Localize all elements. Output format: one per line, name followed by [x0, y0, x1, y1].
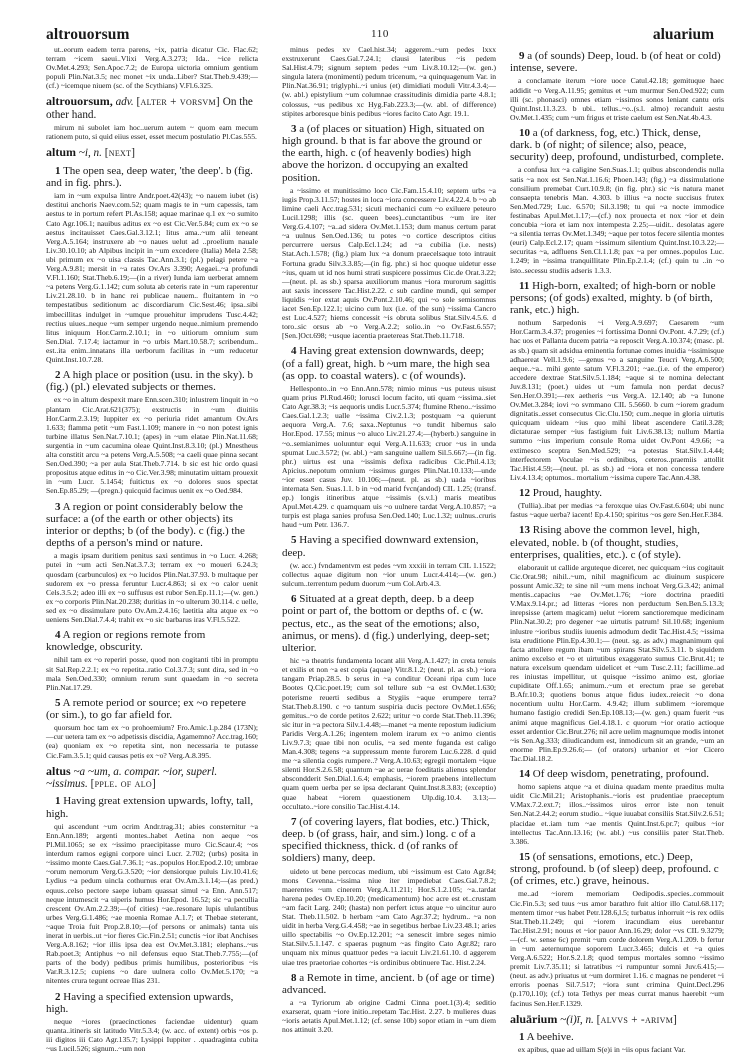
sense-number: 11 — [519, 279, 530, 292]
sense-definition — [46, 165, 258, 189]
entry-headword — [510, 1013, 724, 1026]
citations: a magis ipsam duritiem penitus saxi sentimus in ~o Lucr. 4.268; putei in ~um acti Sen.Nat.3.7.3; terram ex ~o moueri 6.24.3; quosdam (carbunculos) ex ~o lucidos Plin.Nat.37.93. b multaque per sudorem ex ~o pressa feruntur Lucr.4.863; si ex ~o calor uenit Cels.3.5.2; adeo illi ex ~o suffusus est rubor Sen.Ep.11.1;—(w. gen.) ex ~o corporis Plin.Nat.20.238; duritias in ~o ulterum 30.114. c uelle, sed ex ~o dissimulare puto Ov.Am.2.4.16; laetitia alta atque ex ~o ueniens Sen.Dial.7.4.4; trahit ex ~o sic barbarus iras V.Fl.5.522. — [46, 551, 258, 624]
sense-definition — [46, 697, 258, 721]
sense-number: 6 — [291, 593, 297, 606]
sense-definition — [510, 127, 724, 164]
citations: nothum Sarpedonis ~i Verg.A.9.697; Caesarem ~um Hor.Carm.3.4.37; progenies ~i fortissima Donni Ov.Pont. 4.7.29; (cf.) hac uos et Pallanta ducem patria ~a reposcit Verg.A.10.374; (masc. pl. as sb.) quam sit adsidua eminentia fortunae comes inuidia ~issimisque adhaereat Vell.1.9.6; —genus ~o a sanguine Teucri Verg.A.6.500; aeque..~a.. mihi gente satum V.Fl.3.201; ~ae..(i.e. of the emperor) accedere dextrae Stat.Silv.5.1.184; ~aque si te nomina delectant Juv.8.131; (poet.) uides ut ~um famula non perdat decus? Sen.Her.O.391;—rex aetheris ~us Verg.A. 12.140; ab ~a Iunone Ov.Met.3.284; iovi ~o svmmano CIL 5.5660. b cum ~iorem gradum dignitatis..esset consecutus Cic.Clu.150; cum..neque in gloria uirtutis quicquam uideam ~ius quo mihi libeat ascendere Catil.3.28; dictaturae semper ~ius fastigium fuit Liv.6.38.13; nullum Martia summo ~ius imperium consule Roma uidet Ov.Pont 4.9.66; ~a extimesco sceptra Sen.Med.529; ~a potestas Stat.Silv.1.4.44; interfectorem Voculae ~is ordinibus, ceteros..praemiis attollit Tac.Hist.4.59;—(neut. pl. as sb.) ad ~iora et non concessa tendere Liv.4.13.4; optumos.. mortalium ~issima cupere Tac.Ann.4.38. — [510, 318, 724, 482]
sense-number: 2 — [55, 369, 61, 382]
running-head — [46, 26, 714, 46]
page-number: 110 — [371, 28, 389, 40]
sense-definition — [282, 972, 496, 996]
citations: nihil tam ex ~o reperiri posse, quod non cogitanti tibi in promptu sit Sal.Rep.2.2.1; ex ~o repetita..ratio Col.3.7.3; sunt dira, sed in ~o mala Sen.Oed.330; omnium rerum sunt quaedam in ~o secreta Plin.Nat.17.29. — [46, 655, 258, 692]
sense-text: Having a specified extension upwards, high. — [46, 990, 234, 1015]
sense-text: A region or point considerably below the surface: a (of the earth or other objects) its interior or depths; b (of the body). c (fig.) the depths of a person's mind or nature. — [46, 500, 245, 550]
left-guide-word: altrouorsum — [46, 26, 130, 43]
sense-number: 1 — [519, 1031, 525, 1044]
sense-definition — [282, 816, 496, 865]
sense-number: 5 — [55, 696, 61, 709]
sense-number: 1 — [55, 164, 61, 177]
sense-number: 2 — [55, 990, 61, 1003]
sense-definition — [510, 851, 724, 888]
citations: iam in ~um expulsa lintre Andr.poet.42(43); ~o nauem iubet (is) destitui anchoris Naev.com.52; quam magis te in ~um capessis, tam aestus te in portum refert Pl.As.158; aquae marinae q.1 ex ~o sumito Cato Agr.106.1; nauibus aditus ex ~o est Cic.Ver.5.84; cum ex ~o se aestus incitauisset Caes.Gal.3.12.1; litus ama..~um alii teneant Verg.A.5.164; instruxere ab ~o naues uelut ad ..proelium nauale Liv.30.10.10; ab Alpibus incipit in ~um excedere (Italia) Mela 2.58; ubi primum ex ~o uisa classis Tac.Ann.3.1; (pl.) pelagi petere ~a Verg.A.9.81; mersit in ~a rates Ov.Ars 3.390; Aegaei..~a profundi V.Fl.1.160; Stat.Theb.6.19;—(in a river) Iunda iam uerberat amnem ~a petens Verg.G.1.142; cum soluta ab ceteris rate in ~um raperentur Liv.21.28.10. b in hanc rei publicae nauem.. fluitantem in ~o tempestatibus seditionum ac discordiarum Cic.Sest.46; ipsa..sibi imbecillitas indulget in ~umque prouehitur imprudens Tusc.4.42; rectius uiues..neque ~um semper urgendo neque..nimium premendo litus iniquum Hor.Carm.2.10.1; in ~o uitiorum omnium sum Sen.Dial. 7.17.4; iactamur in ~o urbis Mart.10.58.7; scribendum.. est..ita enim..innatans illa uerborum facilitas in ~um reducetur Quint.Inst.10.7.28. — [46, 191, 258, 364]
citations: neque ~iores (praecinctiones faciendae uidentur) quam quanta..itineris sit latitudo Vitr.5.3.4; (w. acc. of extent) orbis ~os p. iii digitos iii Cato Agr.135.7; Lysippi Iuppiter . .quadraginta cubita ~us Lucil.526; signum..~um non — [46, 1016, 258, 1054]
definition: On the other hand. — [46, 96, 253, 121]
sense-text: A region or regions remote from knowledge, obscurity. — [46, 629, 206, 654]
sense-text: a (of places or situation) High, situated on high ground. b that is far above the ground or the earth, high. c (of heavenly bodies) high above the horizon. d occupying an exalted position. — [282, 122, 485, 184]
sense-definition — [46, 629, 258, 653]
sense-definition — [510, 524, 724, 561]
sense-definition — [282, 123, 496, 184]
sense-number: 14 — [519, 767, 530, 780]
sense-number: 12 — [519, 486, 530, 499]
sense-text: Situated at a great depth, deep. b a deep point or part of, the bottom or depths of. c (w. pectus, etc., as the seat of the emotions; also, animus, or mens). d (fig.) underlying, deep-set; ulterior. — [282, 593, 490, 654]
etymology: [alvvs + -arivm] — [596, 1013, 678, 1026]
sense-text: a (of sounds) Deep, loud. b (of heat or cold) intense, severe. — [510, 50, 721, 75]
sense-text: a Remote in time, ancient. b (of age or time) advanced. — [282, 971, 495, 996]
citations: a conclamate iterum ~iore uoce Catul.42.18; gemituque haec addidit ~o Verg.A.11.95; gemitus et ~um murmur Sen.Oed.922; cum illi (sc. phonasci) omnes etiam ~issimos sonos leniant cantu oris Quint.Inst.11.3.23. b ubi.. tellus..~o..(s.l. almo) recanduit aestu Ov.Met.1.435; cum ~um frigus et triste caelum est Sen.Nat.4b.4.3. — [510, 76, 724, 122]
sense-definition — [282, 593, 496, 654]
citations: homo sapiens atque ~a et diuina quadam mente praeditus multa uidit Cic.Mil.21; Aristophanis..~ioris est prudentiae praeceptum V.Max.7.2.ext.7; illos..~issimos uiros error iste non tenuit Sen.Nat.2.44.2; eorum studio.. ~ique iuuabat consiliis Stat.Silv.2.6.51; placidae et..iam tum ~ae mentis Quint.Inst.6.pr.7; quibus ~ior intellectus Tac.Ann.13.16; (w. abl.) ~us consiliis pater Stat.Theb. 3.386. — [510, 782, 724, 846]
sense-definition — [510, 50, 724, 74]
citations: quorsum hoc tam ex ~o prohoemium? Fro.Amic.1.p.284 (173N);—cur uetera tam ex ~o adpetissis discidia, Agamemno? Acc.trag.160; (ea) quoniam ex ~o repetita sint, non necessaria te putasse Cic.Fam.3.5.1; quid causas petis ex ~o? Verg.A.8.395. — [46, 723, 258, 760]
citations: Hellesponto..in ~o Enn.Ann.578; nimio minus ~us puteus uisust quam prius Pl.Rud.460; lorusci locum facito, uti quam ~issima..siet Cato Agr.38.3; ~is aequoris undis Lucr.5.374; flumine Rheno..~issimo Caes.Gal.1.2.3; ualle ~issima Civ.2.1.3; postquam ~a quierunt aequora Verg.A. 7.6; saxa..Neptunus ~o tundit hibernus salo Hor.Epod. 17.55; minus ~o aluco Liv.21.27.4;—(hyberb.) sanguine in ~o..semianimes uoluuntur equi Verg.A.11.633; cruor ~us in unda spumat Luc.3.572; (w. abl.) ~am sanguine uallem Sil.5.667;—(in fig. phr.) uirtus est una ~issimis defixa radicibus Cic.Phil.4.13; Apicius..nepotum omnium ~issimus gurges Plin.Nat.10.133;—unde ~ior esset casus Juv. 10.106;—(neut. pl. as sb.) uada ~ioribus internata Sen. Suas.1.1. b in ~od marid fvcn(andod) CIL 1.25; (transf. ep.) longis itineribus atque ~issimis (s.v.l.) maris meatibus Apul.Met.4.29. c quamquam uis ~o uulnere tardat Verg.A.10.857; ~a turpis est plaga sanies profusa Sen.Oed.140; Luc.1.32; uulnus..cruris haud ~um Petr. 136.7. — [282, 383, 496, 530]
sense-text: Of deep wisdom, penetrating, profound. — [532, 767, 710, 780]
grammar-info: ~(i)ī, n. — [560, 1013, 594, 1026]
sense-text: a (of darkness, fog, etc.) Thick, dense, dark. b (of night; of silence; also, peace, security) deep, profound, undisturbed, complete. — [510, 126, 724, 164]
sense-number: 7 — [291, 815, 297, 828]
sense-text: A remote period or source; ex ~o repetere (or sim.), to go far afield for. — [46, 696, 247, 722]
sense-definition — [510, 280, 724, 317]
sense-text: (of covering layers, flat bodies, etc.) Thick, deep. b (of grass, hair, and sim.) long. c of a specified thickness, thick. d (of ranks of soldiers) many, deep. — [282, 815, 490, 865]
etymology: [next] — [104, 147, 136, 160]
citations: hic ~a theatris fundamenta locant alii Verg.A.1.427; in creta tenuis et exilis et non ~a est copia (aquae) Vitr.8.1.2; (neut. pl. as sb.) ~iora tangam Priap.28.5. b serus in ~a conditur Oceani ripa cum luce Bootes Q.Cic.poet.19; cum sol tellure sub ~a est Ov.Met.1.630; poterisme reuerti sedibus a Stygiis ~aque erumpere terra? Stat.Theb.8.190. c ~o tantum suspiria ducis pectore Ov.Met.1.656; gemitus..~o de corde petitos 2.622; uritur ~o corde Stat.Theb.11.396; sic itur in ~a pectora Silv.1.4.48;—manet ~a mente repostum iudicium Paridis Verg.A.1.26; ingentem molem irarum ex ~o animo cientis Liv.9.7.3; quae tibi non oculis, ~a sed mente fuganda est caligo Man.4.308; tegens ~a suppressum mente furorem Luc.6.228. d quid me ~a silentia cogis rumpere..? Verg.A.10.63; egregii mortalem ~ique silenti Hor.S.2.6.58; quantum ~ae ac uerae foeditatis alienus splendor abscondderit Sen.Dial.1.6.4; emphasis, ~iorem praebens intellectum quam quem uerba per se ipsa declarant Quint.Inst.8.3.83; (exceptio) quae habeat ~iorem quaestionem Ulp.dig.10.4. 3.13;—occultato..~iore consilio Tac.Hist.4.14. — [282, 656, 496, 811]
column-right — [510, 45, 724, 1059]
entry-headword — [46, 765, 258, 791]
sense-definition — [46, 369, 258, 393]
sense-definition — [46, 501, 258, 550]
sense-number: 4 — [55, 629, 61, 642]
sense-number: 4 — [291, 345, 297, 358]
headword-lemma: aluārium — [510, 1011, 558, 1026]
sense-text: The open sea, deep water, 'the deep'. b (fig. and in fig. phrs.). — [46, 164, 253, 190]
sense-text: Having great extension upwards, lofty, tall, high. — [46, 795, 254, 820]
sense-number: 1 — [55, 795, 61, 808]
citations: a ~a Tyriorum ab origine Cadmi Cinna poet.1(3).4; seditio exarserat, quam ~iore initio..repetam Tac.Hist. 2.27. b mulieres duas ~ioris aetatis Apul.Met.1.12; (cf. sense 10b) sopor etiam in ~um diem nos attinuit 3.20. — [282, 998, 496, 1035]
sense-number: 9 — [519, 50, 525, 62]
etymology: [alter + vorsvm] — [136, 96, 220, 109]
citations: (w. acc.) fvndamentvm est pedes ~vm xxxiii in terram CIL 1.1522; collectus aquae digitum non ~ior unum Lucr.4.414;—(w. gen.) sulcum..terrentum pedum duorum ~um Col.Arb.4.3. — [282, 560, 496, 589]
headword-lemma: altus — [46, 763, 71, 778]
citations: a ~issimo et munitissimo loco Cic.Fam.15.4.10; septem urbs ~a iugis Prop.3.11.57; hostes in loca ~iora concessere Liv.4.22.4. b ~o ab limine caeli Acc.trag.531; sicuti mechanici cum ~o exiluere peteuro Lucil.1298; illis (sc. queen bees)..cunctantibus ~um ire iter Verg.G.4.107; ~a..ad sidera Ov.Met.1.153; dum manus certum parat ~a uulnus Sen.Oed.136; tu potes ~o cortice descriptos citius percurrere uersus Calp.Ecl.1.24; ad ~a cubilia (i.e. nests) Stat.Ach.1.578; (fig.) piam lux ~a donum praecelsaque toto intrauit Fortuna gradu Silv.3.3.85;—(in fig. phr.) si hoc quoque uidetur esse ~ius, quam ut id nos humi strati suspicere possimus Cic.de Orat.3.22;—(neut. pl. as sb.) sparsa auxiliorum manus ~iora murorum sagittis aut saxis incessere Tac.Hist.2.22. c sub cardine mundi, qui semper liquidis ~ior extat aquis Ov.Pont.2.10.46; qui ~o sole semisomnus iacet Sen.Ep.122.1; uicino cum lux (i.e. of the sun) ~issima Cancro est Luc.4.527; hiems concessit ~is obruta solibus Stat.Silv.4.5.6. d toro..sic orsus ab ~o Verg.A.2.2; solio..in ~o Ov.Fast.6.557; [Sen.]Oct.698; ~usque iacentia praetereas Stat.Theb.11.718. — [282, 185, 496, 341]
headword-lemma: altum — [46, 145, 76, 160]
sense-definition — [510, 1031, 724, 1043]
citations: minus pedes xv Cael.hist.34; aggerem..~um pedes lxxx exstruxerunt Caes.Gal.7.24.1; clausi lateribus ~is pedem Sal.Hist.4.79; signum septem pedes ~um Liv.8.10.12;—(w. gen.) singula latera (monimenti) pedum tricenum, ~a quinquagenum Var. in Plin.Nat.36.91; triglyphi..~i unius (et) dimidiati moduli Vitr.4.3.4;—(w. abl.) epistylium ~um columnae crassitudinis dimidia parte 4.8.1; colossus, ~us pedibus xc Hyg.Fab.223.3;—(w. abl. of difference) stipites arboresque binis pedibus ~iores facito Cato Agr. 19.1. — [282, 45, 496, 118]
column-middle — [282, 45, 496, 1039]
headword-lemma: altrouorsum, — [46, 94, 113, 109]
sense-text: Rising above the common level, high, elevated, noble. b (of thought, studies, enterprises, qualities, etc.). c (of style). — [510, 524, 700, 561]
sense-text: Proud, haughty. — [532, 486, 603, 499]
grammar-info: ~a ~um, a. compar. ~ior, superl. ~issimus. — [46, 765, 218, 791]
entry-headword — [46, 146, 258, 159]
citations: qui ascendunt ~um ocrim Andr.trag.31; abies consternitur ~a Enn.Ann.189; argenti montes..habet Aetina non aeque ~os Pl.Mil.1065; se ex ~issimo praecipitasse muro Cic.Scaur.4; ~os interdum ramos egigni corpore uinci Lucr. 2.702; (urbs) posita in ~issimo monte Caes.Gal.7.36.1; ~as..populos Hor.Epod.2.10; umbrae ~orum nemorum Verg.G.3.520; ~ior densiorque puluis Liv.10.41.6; Lydius ~a pedum uincla cothurnus erat Ov.Am.3.1.14;—(as pred.) equus..celso pectore saepe iubam quassat simul ~a Enn. Ann.517; neque intumescit ~a uiperis humus Hor.Epod. 16.52; sic ~a pecullia crescent Ov.Am.2.2.39;—(of cities) ~ae..resonare lupis ululantibus urbes Verg.G.1.486; ~ae moenia Romae A.1.7; et Thebae steterant, ~aque Troia fuit Prop.2.8.10;—(of persons or animals) tanta uis inerat in uerbis..ut ~ior fieres Cic.Fin.2.51; cunctis ~ior ibat Anchises Verg.A.8.162; ~ior illis ipsa dea est Ov.Met.3.181; elephans..~us Rab.poet.3; Antiphus ~o nil defensus equo Stat.Theb.7.755;—(of parts of the body) pedibus primis humilibus, posterioribus ~is Var.R.3.12.5; cupiens ~o dare uulnera collo Ov.Met.5.170; ~a nitentes crura tegunt ocreae Ilias 231. — [46, 821, 258, 986]
sense-number: 8 — [291, 971, 297, 984]
sense-definition — [46, 795, 258, 819]
citations: uideto ut bene percocas medium, ubi ~issimum est Cato Agr.84; mons Cevenna..~issima niue iter impediebat Caes.Gal.7.8.2; maerentes ~um cinerem Verg.A.11.211; Hor.S.1.2.105; ~a..tardat harena pedes Ov.Ep.10.20; (medicamentum) hoc acre est et..crustam ~am facit Larg. 240; (hasta) non perfert ictus atque ~o uincitur auro Stat. Theb.11.502. b herbam ~am Cato Agr.37.2; hydrum.. ~a non uidit in herba Verg.G.4.458; ~ae in segetibus herbae Liv.23.48.1; aries uillo spectabilis ~o Ov.Ep.12.201; ~a senescit imbre seges nimio Stat.Silv.5.1.147. c spaeras pugnum ~as fingito Cato Agr.82; raro unquam nix minus quattuor pedes ~a iacuit Liv.21.61.10. d aggerem uiae tres praetoriae cohortes ~is ordinibus obtinuere Tac. Hist.2.24. — [282, 866, 496, 967]
citations: ex ~o in altum despexit mare Enn.scen.310; inlustrem linquit in ~o plantam Cic.Arat.621(375); exstructis in ~um diuitiis Hor.Carm.2.3.19; Iuppiter ex ~o periuria ridet amantum Ov.Ars 1.633; flamma petit ~um Fast.1.109; manere in ~o non potest ignis turbine illatus Sen.Nat.7.10.1; (apes) in ~um elatae Plin.Nat.11.68; surgentia in ~um cacumina oleae Quint.Inst.8.3.10; (pl.) Mnestheus alta constitit arcu ~a petens Verg.A.5.508; ~a caeli quae pinna secant Sen.Oed.390; ~a per aula Stat.Theb.7.714. b sic est hic ordo quasi propositus atque editus in ~o Cic.Ver.3.98; minutatim uittam prouexit in ~um Lucr. 5.1454; fuitictus ex ~o dolores suos spectat Sen.Ep.85.29; —(pregn.) quicquid facimus uenit ex ~o Oed.984. — [46, 395, 258, 496]
right-guide-word: aluarium — [652, 26, 714, 43]
etymology: [pple. of alo] — [90, 778, 156, 791]
citations: me..ad ~iorem memoriam Oedipodis..species..commouit Cic.Fin.5.3; sed tuus ~us amor barathro fuit altior illo Catul.68.117; mentem timor ~us habet Petr.128.6,l.5; turbatus inhorruit ~is rex odiis Stat.Theb.11.249; qui ~iorem iracundiam eius uerebantur Tac.Hist.2.91; nouus et ~ior pauor Ann.16.29; dolor ~vs CIL 9.3279;—(cf. w. sense 6c) premit ~um corde dolorem Verg.A.1.209. b fertur in ~um aeternumque soporem Lucr.3.465; dulcis et ~a quies Verg.A.6.522; Hor.S.2.1.8; quod tempus mortales somno ~issimo premit Liv.7.35.11; si latratibus ~i rumpuntur somni Juv.6.415;—(neut. as adv.) priuatus ut ~um dormiret 1.16. c magnas ne penderet ~i erroris poenas Sil.7.517; ~iora sunt crimina Quint.Decl.296 (p.170,l.10); (cf.) tota Tethys per meas currat manus haerebit ~um facinus Sen.Her.F.1329. — [510, 889, 724, 1008]
citations: elaborauit ut callide arguteque diceret, nec quicquam ~ius cogitauit Cic.Orat.98; nihil..~um, nihil magnificum ac diuinum suspicere possunt Amic.32; te sine nil ~um mens inchoat Verg.G.3.42; animal mentis..capacius ~ae Ov.Met.1.76; ~iore doctrina praediti V.Max.9.14.pr.; ad litteras ~iores non perductum Sen.Ben.5.13.3; inrepsisse (artem magicam) uelut ~iorem sanctioremque medicinam Plin.Nat.30.2; pro degener ~ae uirtutis patrum! Sil.10.68; ingenium inlustre ~ioribus studiis iuuenis admodum dedit Tac.Hist.4.5; ~issima ista eruditione Plin.Ep.4.30.1;— (neut. sg. as adv.) magnanimum qui facta attollere regum ibam ~um spirans Stat.Silv.5.3.11. b siquidem animo excelso et ~o et uirtutibus exaggerato sumus Cic.Brut.41; te natura excelsum quendam uidelicet et ~um Tusc.2.11; facillime..ad res iniustas impellitur, ut quisque ~issimo animo est, gloriae cupiditate Off.1.65; animum..~um et erectum prae se gerebat B.Afr.10.3; quotiens bonus atque fidus iudex..reiecit ~o dona nocentium uultu Hor.Carm. 4.9.42; illum sublimem ~ioremque humano fastigio credidi Sen.Ep.108.13;—(w. gen.) quam fuerit ~us animi atque magnificus Gel.4.18.1. c quorum ~ior oratio actioque esset ardentior Cic.Brut.276; nil acre uelim magnumque modis intonet ~is Sen.Ag.333; diiudicandum est, inmodicum sit an grande, ~um an enorme Plin.Ep.9.26.6;— (of orators) urbanior et ~ior Cicero Tac.Dial.18.2. — [510, 562, 724, 763]
sense-definition — [46, 991, 258, 1015]
sense-number: 3 — [55, 500, 61, 513]
citations: (Tullia)..ibat per medias ~a feroxque uias Ov.Fast.6.604; ubi nunc fastus ~aque uerba? iacent! Ep.4.150; spiritus ~os gere Sen.Her.F.384. — [510, 501, 724, 520]
sense-text: High-born, exalted; of high-born or noble persons; (of gods) exalted, mighty. b (of birth, rank, etc.) high. — [510, 279, 716, 317]
sense-number: 5 — [291, 534, 297, 547]
sense-text: A high place or position (usu. in the sky). b (fig.) (pl.) elevated subjects or themes. — [46, 369, 253, 394]
entry-headword — [46, 95, 258, 121]
column-left — [46, 45, 258, 1058]
citations: a confusa lux ~a caligine Sen.Suas.1.1; quibus abscondendis nulla satis ~a nox est Sen.Nat.1.16.6; Phoen.143; (fig.) ~a dissimulatione consilium premebat Curt.10.9.8; (in fig. phr.) sic ~is natura manet consaepta tenebris Man. 4.303. b illius ~a nocte succisus frutex Sen.Med.729; Luc. 6.570; Sil.3.198; tu qui ~a nocte immodice festinabas Apul.Met.1.17;—(cf.) nox prouecta et nox ~ior et dein concubia ~iora et iam nox intempesta 2.25;—uidit.. desolatas agere ~a silentia terras Ov.Met.1.349; ~aque per totos fecere silentia montes (euri) Calp.Ecl.2.17; quam ~issimum silentium Quint.Inst.10.3.22;—securitas ~a, adfluens Sen.Cl.1.1.8; pax ~a per omnes..populos Luc. 1.249; in ~issima tranquillitate Plin.Ep.2.1.4; (cf.) quin tu ..in ~o isto..secessu studiis adseris 1.3.3. — [510, 165, 724, 275]
sense-text: A beehive. — [526, 1031, 574, 1044]
sense-definition — [282, 534, 496, 558]
sense-number: 10 — [519, 126, 530, 139]
sense-number: 13 — [519, 524, 530, 537]
citations: ex apibus, quae ad uillam S(e)i in ~iis opus faciant Var. — [518, 1045, 686, 1055]
citations: ut..eorum eadem terra parens, ~ix, patria dicatur Cic. Flac.62; terram ~icem saeui..Vlixi Verg.A.3.273; Ida.. ~ice relicta Ov.Met.4.293; Sen.Apoc.7.2; de Europa uictoria omnium gentium populi Plin.Nat.3.5; nec monet ~ix unda..Liber? Stat.Theb.9.439;—(cf.) ~icemque niuem (sc. of the Scythians) V.Fl.6.325. — [46, 45, 258, 91]
grammar-info: ~i, n. — [78, 147, 102, 160]
grammar-info: adv. — [115, 96, 134, 109]
sense-number: 3 — [291, 122, 297, 135]
sense-definition — [282, 345, 496, 382]
sense-definition — [510, 487, 724, 499]
sense-text: Having a specified downward extension, deep. — [282, 534, 479, 559]
sense-text: (of sensations, emotions, etc.) Deep, strong, profound. b (of sleep) deep, profound. c (of crimes, etc.) grave, heinous. — [510, 850, 719, 888]
citations: mirum ni subolet iam hoc..uerum autem ~ quom eam mecum rationem puto, si quid eiius esset, esset mecum postulatio Pl.Cas.555. — [46, 123, 258, 142]
sense-text: Having great extension downwards, deep; (of a fall) great, high. b ~um mare, the high sea (as opp. to coastal waters). c (of wounds). — [282, 345, 490, 382]
sense-definition — [510, 768, 724, 780]
sense-number: 15 — [519, 850, 530, 863]
